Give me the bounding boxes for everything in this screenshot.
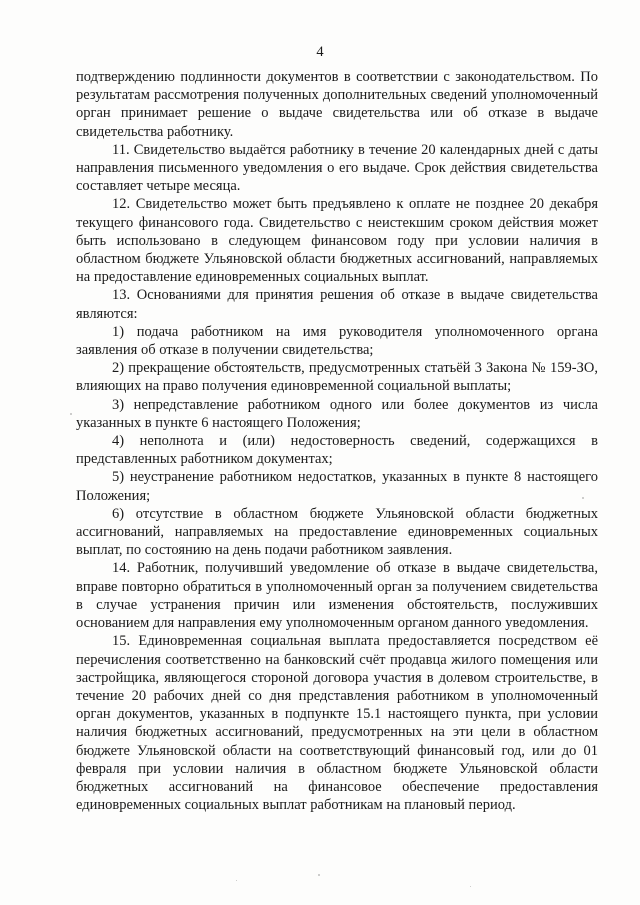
paragraph-continuation: подтверждению подлинности документов в соответствии с законодательством. По результатам рассмотрения полученных дополнительных сведений уполномоченный орган принимает решение о выдаче свидетельства или об отказе в выдаче свидетельства работнику. bbox=[76, 69, 598, 140]
scan-speck bbox=[70, 413, 72, 415]
scan-speck bbox=[236, 880, 237, 881]
paragraph-13-item-5: 5) неустранение работником недостатков, указанных в пункте 8 настоящего Положения; bbox=[76, 469, 598, 504]
paragraph-13-item-1: 1) подача работником на имя руководителя уполномоченного органа заявления об отказе в получении свидетельства; bbox=[76, 323, 598, 359]
paragraph-11: 11. Свидетельство выдаётся работнику в течение 20 календарных дней с даты направления письменного уведомления о его выдаче. Срок действия свидетельства составляет четыре месяца. bbox=[76, 141, 598, 195]
paragraph-13: 13. Основаниями для принятия решения об отказе в выдаче свидетельства являются: bbox=[76, 287, 598, 322]
paragraph-13-item-6: 6) отсутствие в областном бюджете Ульяновской области бюджетных ассигнований, направляемых на предоставление единовременных социальных выплат, по состоянию на день подачи работником заявления. bbox=[76, 505, 598, 559]
paragraph-13-item-2: 2) прекращение обстоятельств, предусмотренных статьёй 3 Закона № 159-ЗО, влияющих на право получения единовременной социальной выплаты; bbox=[76, 360, 598, 395]
paragraph-12: 12. Свидетельство может быть предъявлено к оплате не позднее 20 декабря текущего финансового года. Свидетельство с неистекшим сроком действия может быть использовано в следующем финансовом году при условии наличия в областном бюджете Ульяновской области бюджетных ассигнований, направляемых на предоставление единовременных социальных выплат. bbox=[76, 196, 598, 286]
scan-speck bbox=[470, 886, 471, 887]
paragraph-15: 15. Единовременная социальная выплата предоставляется посредством её перечисления соответственно на банковский счёт продавца жилого помещения или застройщика, являющегося стороной договора участия в долевом строительстве, в течение 20 рабочих дней со дня представления работником в уполномоченный орган документов, указанных в подпункте 15.1 настоящего пункта, при условии наличия бюджетных ассигнований, предусмотренных на эти цели в областном бюджете Ульяновской области на соответствующий финансовый год, или до 01 февраля при условии наличия в областном бюджете Ульяновской области бюджетных ассигнований на финансовое обеспечение предоставления единовременных социальных выплат работникам на плановый период. bbox=[76, 633, 598, 814]
scan-speck bbox=[318, 874, 320, 876]
scan-speck bbox=[582, 497, 584, 499]
page-number: 4 bbox=[316, 44, 324, 60]
paragraph-13-item-4: 4) неполнота и (или) недостоверность сведений, содержащихся в представленных работником документах; bbox=[76, 433, 598, 468]
document-body bbox=[76, 68, 598, 814]
paragraph-13-item-3: 3) непредставление работником одного или более документов из числа указанных в пункте 6 настоящего Положения; bbox=[76, 396, 598, 431]
paragraph-14: 14. Работник, получивший уведомление об отказе в выдаче свидетельства, вправе повторно обратиться в уполномоченный орган за получением свидетельства в случае устранения причин или изменения обстоятельств, послуживших основанием для направления ему уполномоченным органом данного уведомления. bbox=[76, 560, 598, 632]
